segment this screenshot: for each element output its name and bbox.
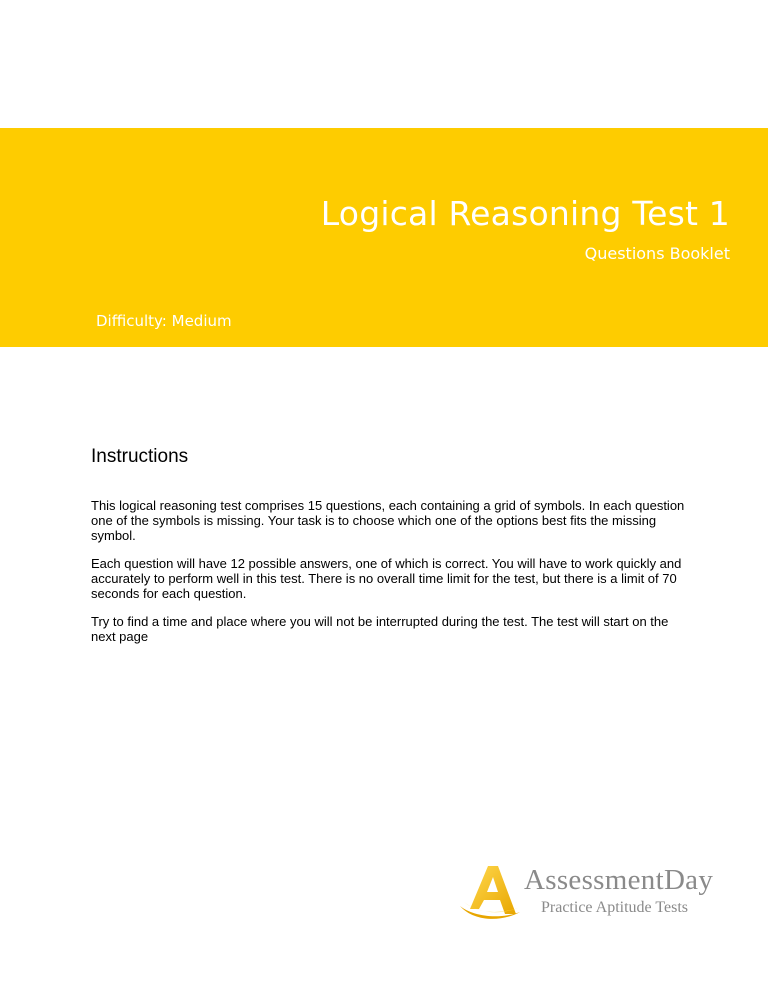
assessmentday-logo [458,862,748,922]
instructions-paragraph-1: This logical reasoning test comprises 15 questions, each containing a grid of symbols. In each question one of the symbols is missing. Your task is to choose which one of the options best fits the missing symbol. [91,498,685,543]
instructions-paragraph-3: Try to find a time and place where you will not be interrupted during the test. The test will start on the next page [91,614,669,644]
logo-name: AssessmentDay [524,864,714,896]
document-subtitle: Questions Booklet [584,244,730,263]
logo-tagline: Practice Aptitude Tests [541,899,688,916]
title-banner [0,128,768,347]
instructions-section [91,446,691,657]
difficulty-label: Difficulty: Medium [96,312,232,330]
a-swoosh-icon [458,862,522,922]
instructions-paragraph-2: Each question will have 12 possible answers, one of which is correct. You will have to work quickly and accurately to perform well in this test. There is no overall time limit for the test, but there is a limit of 70 seconds for each question. [91,556,682,601]
document-title: Logical Reasoning Test 1 [320,194,730,233]
instructions-heading: Instructions [91,446,189,467]
